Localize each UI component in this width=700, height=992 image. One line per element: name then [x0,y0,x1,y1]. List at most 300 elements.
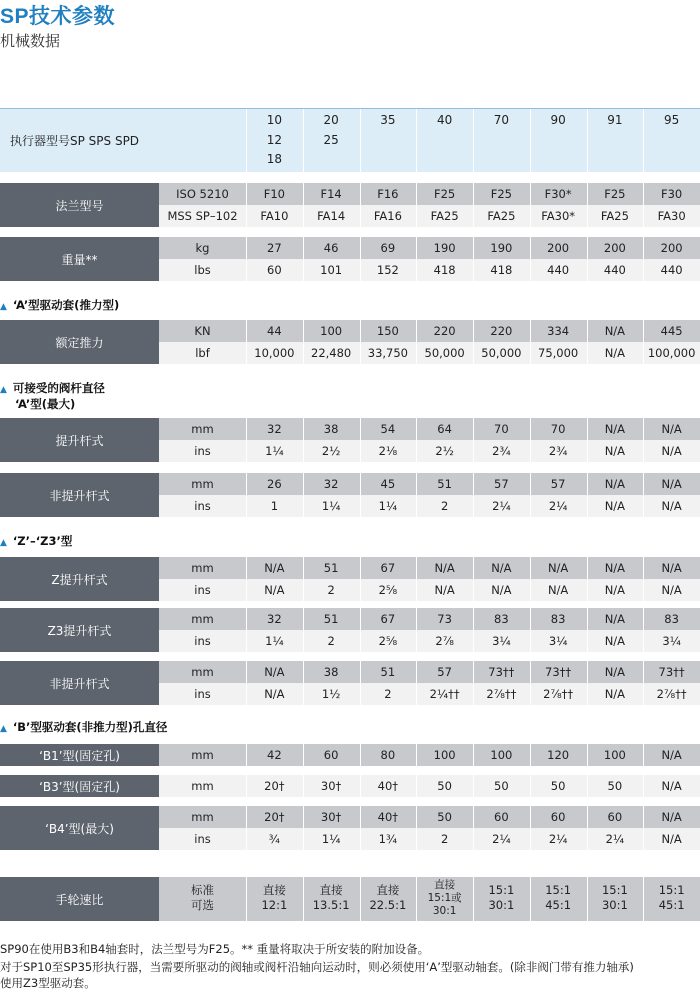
handwheel-value-line: 30:1 [601,898,628,912]
column-divider [416,828,417,850]
column-divider [473,440,474,462]
column-divider [246,579,247,601]
column-divider [246,744,247,766]
handwheel-value-line: 15:1 [601,883,628,897]
column-divider [360,473,361,495]
column-divider [587,775,588,797]
model-number: 12 [266,132,283,147]
value-cell: 32 [323,477,339,491]
column-divider [303,495,304,517]
handwheel-value [643,883,700,913]
column-divider [473,109,474,172]
unit-cell: ins [194,583,211,597]
section-heading [0,380,105,396]
value-cell: 73†† [658,665,685,679]
value-cell: 27 [267,241,282,255]
value-cell: N/A [661,810,682,824]
column-divider [246,775,247,797]
column-divider [246,630,247,652]
value-cell: 440 [660,263,683,277]
table-row [159,205,700,227]
column-divider [416,775,417,797]
column-divider [643,259,644,281]
column-divider [587,320,588,342]
model-number: 95 [663,113,680,127]
column-divider [530,109,531,172]
value-cell: FA25 [600,209,629,223]
column-divider [416,109,417,172]
column-divider [416,630,417,652]
column-divider [473,661,474,683]
handwheel-value-line: 直接 [434,879,456,891]
column-divider [246,205,247,227]
column-divider [473,828,474,850]
value-cell: N/A [661,477,682,491]
column-divider [360,342,361,364]
column-divider [587,440,588,462]
value-cell: 83 [550,612,566,626]
handwheel-value-line: 直接 [376,883,400,897]
column-divider [416,579,417,601]
column-divider [530,828,531,850]
triangle-bullet-icon: ▲ [0,538,7,548]
column-divider [303,744,304,766]
value-cell: 30† [320,779,342,793]
unit-cell: lbs [194,263,211,277]
column-divider [246,183,247,205]
column-divider [473,630,474,652]
value-cell: 200 [547,241,570,255]
handwheel-value-line: 15:1 [658,883,685,897]
column-divider [473,806,474,828]
value-cell: 57 [437,665,452,679]
column-divider [360,661,361,683]
value-cell: 73 [437,612,452,626]
value-cell: 1¼ [265,634,284,648]
value-cell: ¾ [268,832,280,846]
column-divider [643,418,644,440]
column-divider [303,877,304,921]
value-cell: 445 [660,324,683,338]
column-divider [530,877,531,921]
section-heading [0,297,119,313]
column-divider [643,579,644,601]
model-number: 70 [493,113,510,127]
value-cell: 60 [267,263,282,277]
column-divider [587,683,588,705]
triangle-bullet-icon: ▲ [0,385,7,395]
column-divider [587,557,588,579]
handwheel-value [303,883,360,913]
handwheel-value-line: 22.5:1 [369,898,407,912]
column-divider [473,473,474,495]
column-divider [473,259,474,281]
value-cell: 1 [270,499,279,513]
column-divider [246,608,247,630]
value-cell: 51 [380,665,396,679]
value-cell: 67 [380,561,396,575]
unit-cell: MSS SP–102 [167,209,238,223]
value-cell: FA30* [541,209,576,223]
column-divider [587,259,588,281]
value-cell: 150 [376,324,399,338]
column-divider [530,418,531,440]
value-cell: 2⅝ [378,634,398,648]
row-group-label: 法兰型号 [0,183,159,227]
value-cell: 67 [380,612,396,626]
column-divider [643,473,644,495]
value-cell: 69 [380,241,396,255]
handwheel-value [587,883,644,913]
model-col-3 [416,109,473,172]
column-divider [643,440,644,462]
column-divider [360,237,361,259]
handwheel-value-line: 直接 [262,883,286,897]
value-cell: 334 [547,324,570,338]
column-divider [530,473,531,495]
unit-cell: mm [191,810,214,824]
table-row [159,608,700,630]
footnote-1: SP90在使用B3和B4轴套时，法兰型号为F25。** 重量将取决于所安装的附加设备。 [0,942,430,956]
value-cell: 1¾ [378,832,398,846]
triangle-bullet-icon: ▲ [0,724,7,734]
row-group-label: 手轮速比 [0,877,159,921]
value-cell: 60 [494,810,509,824]
value-cell: F25 [604,187,626,201]
column-divider [473,237,474,259]
section-heading [0,533,72,549]
value-cell: 83 [664,612,679,626]
value-cell: 50,000 [424,346,465,360]
handwheel-value [416,879,473,918]
column-divider [643,237,644,259]
column-divider [530,683,531,705]
table-row [159,661,700,683]
column-divider [473,557,474,579]
handwheel-unit [159,883,246,913]
column-divider [587,109,588,172]
value-cell: F16 [377,187,399,201]
value-cell: N/A [264,687,285,701]
column-divider [246,320,247,342]
value-cell: N/A [491,583,512,597]
handwheel-unit-line: 可选 [191,898,214,912]
unit-cell: mm [191,665,214,679]
column-divider [303,342,304,364]
model-col-0 [246,109,303,172]
unit-cell: mm [191,477,214,491]
column-divider [303,109,304,172]
model-number: 90 [550,113,566,127]
table-row [159,806,700,828]
handwheel-value-line: 13.5:1 [312,898,350,912]
column-divider [416,342,417,364]
value-cell: FA25 [487,209,516,223]
value-cell: 20† [264,810,285,824]
value-cell: 50,000 [481,346,522,360]
column-divider [246,806,247,828]
value-cell: 38 [323,422,339,436]
value-cell: 2 [384,687,392,701]
column-divider [303,661,304,683]
value-cell: 50 [550,779,566,793]
value-cell: 33,750 [367,346,408,360]
handwheel-value-line: 12:1 [261,898,288,912]
unit-cell: mm [191,561,214,575]
column-divider [643,557,644,579]
handwheel-value [473,883,530,913]
value-cell: 2¼ [548,832,568,846]
value-cell: 70 [550,422,566,436]
value-cell: N/A [604,499,626,513]
row-group-label: 重量** [0,237,159,281]
column-divider [303,418,304,440]
value-cell: N/A [264,665,285,679]
column-divider [416,418,417,440]
column-divider [643,877,644,921]
footnote-2: 对于SP10至SP35形执行器，当需要所驱动的阀轴或阀杆沿轴向运动时，则必须使用‘A’型驱动轴套。(除非阀门带有推力轴承) [0,960,634,974]
column-divider [360,205,361,227]
handwheel-value-line: 45:1 [658,898,685,912]
value-cell: 2⅝ [378,583,398,597]
unit-cell: ins [194,634,211,648]
table-row [159,775,700,797]
table-row [159,630,700,652]
column-divider [530,557,531,579]
value-cell: 44 [267,324,282,338]
row-group-label: ‘B4’型(最大) [0,806,159,850]
value-cell: N/A [661,422,682,436]
column-divider [587,342,588,364]
column-divider [530,183,531,205]
unit-cell: KN [194,324,211,338]
value-cell: N/A [661,832,682,846]
value-cell: 38 [323,665,339,679]
column-divider [360,259,361,281]
value-cell: 100 [490,748,513,762]
model-col-6 [587,109,644,172]
column-divider [416,259,417,281]
column-divider [643,205,644,227]
column-divider [360,579,361,601]
table-row [159,828,700,850]
triangle-bullet-icon: ▲ [0,302,7,312]
value-cell: 60 [607,810,623,824]
column-divider [530,579,531,601]
column-divider [530,608,531,630]
value-cell: N/A [604,634,626,648]
value-cell: 1¼ [378,499,398,513]
column-divider [416,683,417,705]
value-cell: N/A [604,665,626,679]
model-col-7 [643,109,700,172]
section-heading-text: 可接受的阀杆直径 [12,381,105,395]
column-divider [587,828,588,850]
column-divider [416,608,417,630]
column-divider [587,579,588,601]
column-divider [587,806,588,828]
column-divider [246,418,247,440]
model-number: 20 [323,113,339,127]
value-cell: N/A [604,687,626,701]
column-divider [643,608,644,630]
model-col-4 [473,109,530,172]
column-divider [473,183,474,205]
model-col-1 [303,109,360,172]
column-divider [473,683,474,705]
handwheel-value-line: 15:1 [488,883,515,897]
column-divider [416,806,417,828]
column-divider [587,237,588,259]
value-cell: 60 [550,810,566,824]
value-cell: FA10 [260,209,289,223]
table-row [159,320,700,342]
value-cell: N/A [604,583,626,597]
value-cell: 2¼†† [429,687,460,701]
value-cell: 50 [494,779,509,793]
column-divider [530,320,531,342]
row-group-label: Z3提升杆式 [0,608,159,652]
value-cell: FA25 [430,209,459,223]
column-divider [303,205,304,227]
value-cell: 152 [376,263,399,277]
column-divider [360,683,361,705]
column-divider [473,342,474,364]
value-cell: F25 [434,187,456,201]
unit-cell: mm [191,422,214,436]
value-cell: 2 [327,634,335,648]
handwheel-value [246,883,303,913]
row-group-label: 非提升杆式 [0,661,159,705]
table-row [159,342,700,364]
value-cell: N/A [661,499,682,513]
column-divider [587,630,588,652]
column-divider [360,495,361,517]
column-divider [303,473,304,495]
column-divider [587,608,588,630]
unit-cell: mm [191,748,214,762]
value-cell: 30† [320,810,342,824]
table-row [159,579,700,601]
column-divider [416,661,417,683]
value-cell: 70 [494,422,509,436]
section-heading-text: ‘A’型驱动套(推力型) [12,298,120,312]
column-divider [360,877,361,921]
column-divider [303,630,304,652]
value-cell: 3¼ [492,634,511,648]
value-cell: FA30 [657,209,686,223]
table-row [159,473,700,495]
column-divider [587,473,588,495]
unit-cell: ISO 5210 [176,187,229,201]
value-cell: 418 [490,263,513,277]
value-cell: 2½ [435,444,454,458]
handwheel-value-line: 30:1 [488,898,515,912]
column-divider [360,775,361,797]
column-divider [587,744,588,766]
value-cell: N/A [434,561,455,575]
value-cell: 32 [267,612,282,626]
value-cell: 101 [320,263,343,277]
value-cell: N/A [547,583,569,597]
column-divider [643,683,644,705]
column-divider [530,806,531,828]
value-cell: 54 [380,422,396,436]
column-divider [416,237,417,259]
value-cell: 40† [377,779,399,793]
column-divider [246,259,247,281]
unit-cell: ins [194,832,211,846]
column-divider [643,775,644,797]
value-cell: 220 [433,324,456,338]
column-divider [416,320,417,342]
value-cell: 73†† [488,665,515,679]
column-divider [416,473,417,495]
value-cell: 80 [380,748,396,762]
column-divider [303,259,304,281]
handwheel-unit-line: 标准 [191,883,214,897]
column-divider [643,342,644,364]
handwheel-value [360,883,417,913]
column-divider [473,775,474,797]
value-cell: N/A [661,444,682,458]
column-divider [246,473,247,495]
value-cell: 1¼ [321,499,341,513]
column-divider [530,259,531,281]
model-number: 40 [436,113,453,127]
column-divider [360,630,361,652]
column-divider [587,661,588,683]
column-divider [643,828,644,850]
value-cell: 2¼ [492,832,511,846]
column-divider [416,495,417,517]
value-cell: 32 [267,422,282,436]
column-divider [246,661,247,683]
value-cell: 2¾ [548,444,568,458]
column-divider [360,418,361,440]
unit-cell: kg [195,241,210,255]
column-divider [530,237,531,259]
column-divider [246,828,247,850]
table-row [159,495,700,517]
value-cell: 200 [660,241,683,255]
column-divider [473,320,474,342]
column-divider [587,418,588,440]
value-cell: N/A [604,324,626,338]
value-cell: 1¼ [321,832,341,846]
value-cell: 40† [377,810,399,824]
column-divider [416,557,417,579]
value-cell: 83 [494,612,509,626]
value-cell: 73†† [545,665,572,679]
column-divider [246,877,247,921]
model-number: 91 [607,113,623,127]
column-divider [246,440,247,462]
column-divider [303,775,304,797]
table-row [159,744,700,766]
value-cell: 50 [607,779,623,793]
value-cell: 2¾ [492,444,511,458]
column-divider [473,744,474,766]
value-cell: 2½ [321,444,341,458]
value-cell: 2¼ [605,832,625,846]
value-cell: 22,480 [311,346,352,360]
value-cell: 57 [550,477,566,491]
value-cell: 2 [327,583,335,597]
column-divider [643,495,644,517]
value-cell: 190 [490,241,513,255]
model-header-label: 执行器型号SP SPS SPD [0,109,159,172]
